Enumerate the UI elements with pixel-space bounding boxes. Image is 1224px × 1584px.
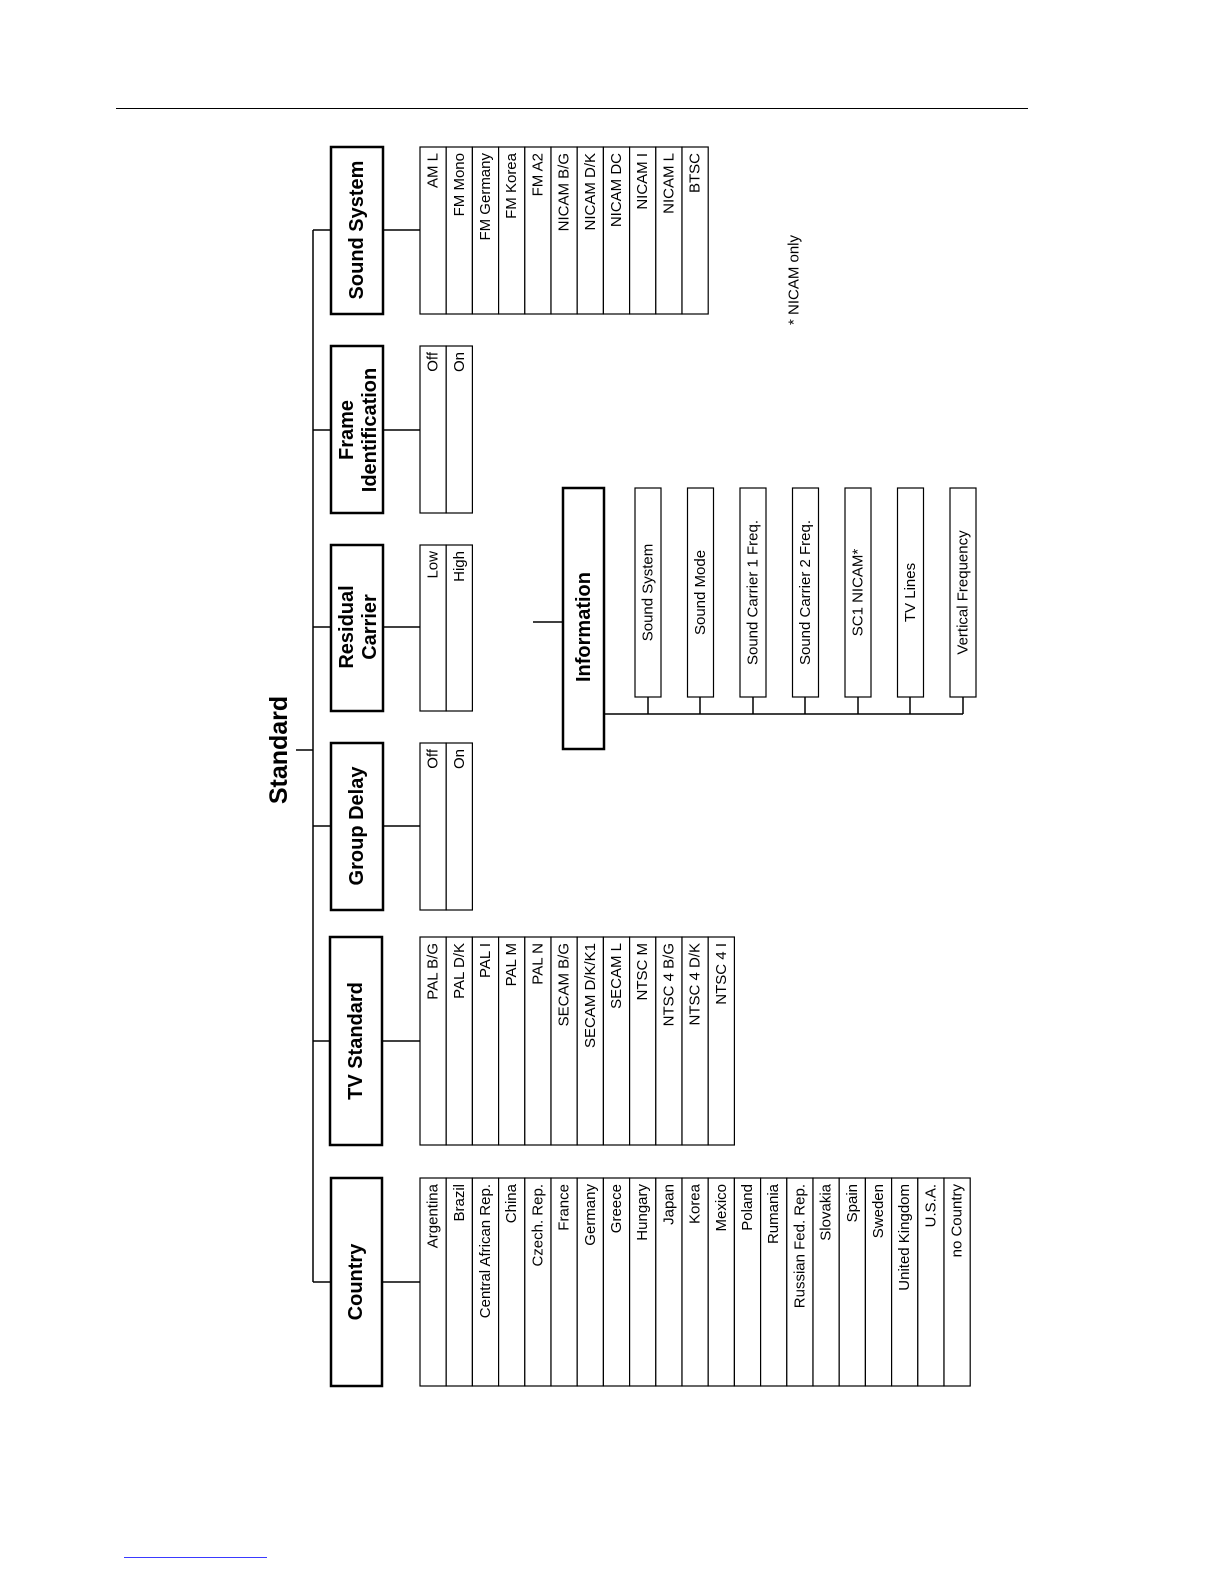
information-item-label: Sound Mode	[692, 549, 709, 636]
country-option-label: Spain	[843, 1184, 861, 1223]
residual-carrier-options-list	[420, 545, 472, 711]
residual-carrier-header-line-2: Carrier	[359, 594, 381, 660]
country-option-label: Sweden	[870, 1184, 887, 1239]
tv-standard-option-label: NTSC 4 D/K	[686, 943, 704, 1026]
country-option-label: Slovakia	[817, 1184, 835, 1241]
country-option-label: U.S.A.	[922, 1184, 940, 1228]
information-item-label: Vertical Frequency	[954, 530, 972, 655]
frame-identification-options-list	[420, 346, 472, 513]
group-delay-header-label: Group Delay	[346, 766, 368, 886]
country-option-label: no Country	[948, 1184, 966, 1258]
country-option-label: Korea	[686, 1184, 704, 1225]
diagram-title: Standard	[265, 695, 293, 805]
sound-system-option-label: NICAM DC	[608, 153, 625, 228]
country-option-label: United Kingdom	[896, 1184, 914, 1291]
tv-standard-option-label: SECAM D/K/K1	[581, 943, 599, 1049]
sound-system-option-label: FM Germany	[477, 153, 494, 241]
country-option-label: Hungary	[634, 1184, 652, 1241]
country-option-label: Argentina	[424, 1184, 442, 1249]
frame-identification-header-line-1: Frame	[336, 399, 358, 461]
tv-standard-option-label: NTSC M	[634, 943, 652, 1001]
information-item-label: Sound Carrier 1 Freq.	[744, 519, 762, 666]
country-option-label: Germany	[581, 1184, 599, 1246]
sound-system-option-label: FM A2	[529, 153, 547, 197]
country-option-label: Japan	[660, 1184, 678, 1225]
tv-standard-option-label: PAL N	[529, 943, 547, 985]
country-option-label: Poland	[739, 1184, 756, 1231]
tv-standard-option-label: NTSC 4 B/G	[660, 943, 678, 1027]
tv-standard-option-label: PAL B/G	[424, 943, 442, 1000]
country-option-label: Brazil	[450, 1184, 468, 1222]
sound-system-option-label: FM Korea	[503, 153, 521, 219]
tv-standard-option-label: NTSC 4 I	[712, 943, 730, 1005]
tv-standard-option-label: PAL D/K	[450, 943, 468, 999]
sound-system-option-label: NICAM D/K	[581, 153, 599, 231]
country-option-label: Central African Rep.	[477, 1184, 494, 1319]
information-item-label: SC1 NICAM*	[849, 548, 867, 637]
frame-identification-option-label: On	[450, 352, 468, 373]
tv-standard-option-label: PAL M	[503, 943, 521, 987]
sound-system-header-label: Sound System	[346, 160, 368, 300]
tv-standard-option-label: SECAM L	[608, 943, 625, 1009]
country-option-label: Rumania	[765, 1184, 783, 1245]
country-option-label: Greece	[608, 1184, 625, 1234]
nicam-only-note: * NICAM only	[785, 234, 803, 326]
country-options-list	[420, 1178, 970, 1386]
sound-system-option-label: NICAM B/G	[555, 153, 573, 232]
group-delay-option-label: On	[450, 749, 468, 770]
residual-carrier-header-line-1: Residual	[336, 585, 358, 669]
tv-standard-option-label: PAL I	[477, 943, 494, 979]
information-item-label: Sound Carrier 2 Freq.	[797, 519, 814, 666]
tv-standard-option-label: SECAM B/G	[555, 943, 573, 1027]
country-option-label: Russian Fed. Rep.	[791, 1184, 809, 1309]
sound-system-option-label: BTSC	[686, 153, 704, 194]
information-header-label: Information	[573, 572, 595, 682]
sound-system-option-label: FM Mono	[450, 153, 468, 217]
country-option-label: Czech. Rep.	[529, 1184, 547, 1267]
information-item-label: Sound System	[639, 543, 657, 642]
tv-standard-options-list	[420, 937, 734, 1145]
sound-system-option-label: AM L	[424, 153, 442, 189]
frame-identification-header-line-2: Identification	[359, 367, 381, 493]
frame-identification-option-label: Off	[424, 352, 442, 372]
country-header-label: Country	[345, 1243, 367, 1321]
information-items-list	[635, 488, 976, 697]
sound-system-option-label: NICAM L	[660, 153, 678, 214]
sound-system-options-list	[420, 147, 708, 314]
sound-system-option-label: NICAM I	[634, 153, 652, 210]
group-delay-option-label: Off	[424, 749, 442, 769]
information-item-label: TV Lines	[902, 562, 919, 623]
country-option-label: Mexico	[712, 1184, 730, 1232]
country-option-label: France	[555, 1184, 573, 1231]
group-delay-options-list	[420, 743, 472, 910]
residual-carrier-option-label: Low	[424, 551, 442, 579]
tv-standard-header-label: TV Standard	[345, 982, 367, 1100]
country-option-label: China	[503, 1184, 521, 1224]
residual-carrier-option-label: High	[450, 551, 468, 582]
